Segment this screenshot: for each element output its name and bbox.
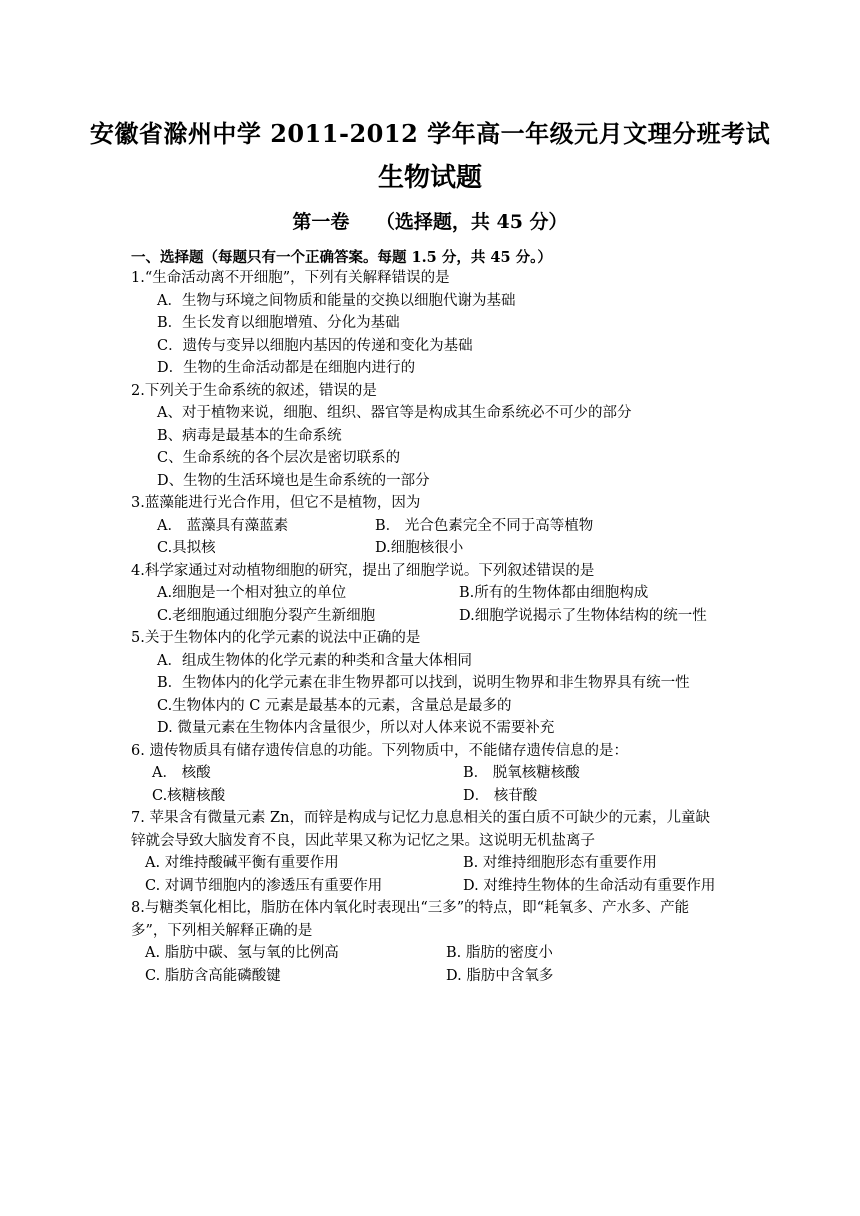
question-6-option-d: D． 核苷酸 (463, 788, 538, 804)
question-4-option-d: D.细胞学说揭示了生物体结构的统一性 (459, 608, 707, 624)
question-1-stem: 1.“生命活动离不开细胞”，下列有关解释错误的是 (131, 270, 450, 286)
question-2-option-b: B、病毒是最基本的生命系统 (157, 428, 342, 444)
question-3-option-b: B． 光合色素完全不同于高等植物 (375, 518, 594, 534)
question-5-option-b: B．生物体内的化学元素在非生物界都可以找到，说明生物界和非生物界具有统一性 (157, 675, 690, 691)
question-7-stem-line-2: 锌就会导致大脑发育不良，因此苹果又称为记忆之果。这说明无机盐离子 (131, 833, 595, 849)
volume-title: 第一卷 （选择题，共 45 分） (292, 211, 568, 233)
question-7-stem-line-1: 7. 苹果含有微量元素 Zn，而锌是构成与记忆力息息相关的蛋白质不可缺少的元素，儿童缺 (131, 810, 710, 826)
question-8-option-a: A. 脂肪中碳、氢与氧的比例高 (145, 945, 339, 961)
question-1-option-b: B．生长发育以细胞增殖、分化为基础 (157, 315, 400, 331)
question-3-option-a: A． 蓝藻具有藻蓝素 (157, 518, 289, 534)
question-5-stem: 5.关于生物体内的化学元素的说法中正确的是 (131, 630, 421, 646)
question-2-stem: 2.下列关于生命系统的叙述，错误的是 (131, 383, 377, 399)
question-6-option-b: B． 脱氧核糖核酸 (463, 765, 580, 781)
question-7-option-b: B. 对维持细胞形态有重要作用 (463, 855, 657, 871)
question-5-option-c: C.生物体内的 C 元素是最基本的元素，含量总是最多的 (157, 698, 512, 714)
question-4-option-b: B.所有的生物体都由细胞构成 (459, 585, 649, 601)
question-7-option-c: C. 对调节细胞内的渗透压有重要作用 (145, 878, 383, 894)
question-8-option-d: D. 脂肪中含氧多 (446, 968, 554, 984)
exam-title: 安徽省滁州中学 2011-2012 学年高一年级元月文理分班考试 (89, 119, 771, 148)
question-3-stem: 3.蓝藻能进行光合作用，但它不是植物，因为 (131, 495, 421, 511)
question-1-option-a: A．生物与环境之间物质和能量的交换以细胞代谢为基础 (157, 293, 516, 309)
question-5-option-a: A．组成生物体的化学元素的种类和含量大体相同 (157, 653, 472, 669)
question-8-option-b: B. 脂肪的密度小 (446, 945, 553, 961)
question-8-stem-line-1: 8.与糖类氧化相比，脂肪在体内氧化时表现出“三多”的特点，即“耗氧多、产水多、产能 (131, 900, 690, 916)
question-4-option-c: C.老细胞通过细胞分裂产生新细胞 (157, 608, 376, 624)
question-4-stem: 4.科学家通过对动植物细胞的研究，提出了细胞学说。下列叙述错误的是 (131, 563, 595, 579)
question-8-option-c: C. 脂肪含高能磷酸键 (145, 968, 281, 984)
question-6-stem: 6. 遗传物质具有储存遗传信息的功能。下列物质中，不能储存遗传信息的是： (131, 743, 628, 759)
question-7-option-d: D. 对维持生物体的生命活动有重要作用 (463, 878, 716, 894)
question-6-option-a: A． 核酸 (152, 765, 211, 781)
question-4-option-a: A.细胞是一个相对独立的单位 (157, 585, 347, 601)
question-5-option-d: D. 微量元素在生物体内含量很少，所以对人体来说不需要补充 (157, 720, 555, 736)
question-6-option-c: C.核糖核酸 (152, 788, 226, 804)
question-3-option-d: D.细胞核很小 (375, 540, 464, 556)
question-2-option-a: A、对于植物来说，细胞、组织、器官等是构成其生命系统必不可少的部分 (157, 405, 632, 421)
question-2-option-c: C、生命系统的各个层次是密切联系的 (157, 450, 401, 466)
section-heading: 一、选择题（每题只有一个正确答案。每题 1.5 分，共 45 分。） (131, 249, 552, 266)
question-1-option-c: C．遗传与变异以细胞内基因的传递和变化为基础 (157, 338, 473, 354)
subject-title: 生物试题 (377, 163, 482, 193)
question-1-option-d: D．生物的生命活动都是在细胞内进行的 (157, 360, 416, 376)
question-3-option-c: C.具拟核 (157, 540, 216, 556)
question-2-option-d: D、生物的生活环境也是生命系统的一部分 (157, 473, 430, 489)
question-8-stem-line-2: 多”，下列相关解释正确的是 (131, 923, 313, 939)
question-7-option-a: A. 对维持酸碱平衡有重要作用 (145, 855, 339, 871)
